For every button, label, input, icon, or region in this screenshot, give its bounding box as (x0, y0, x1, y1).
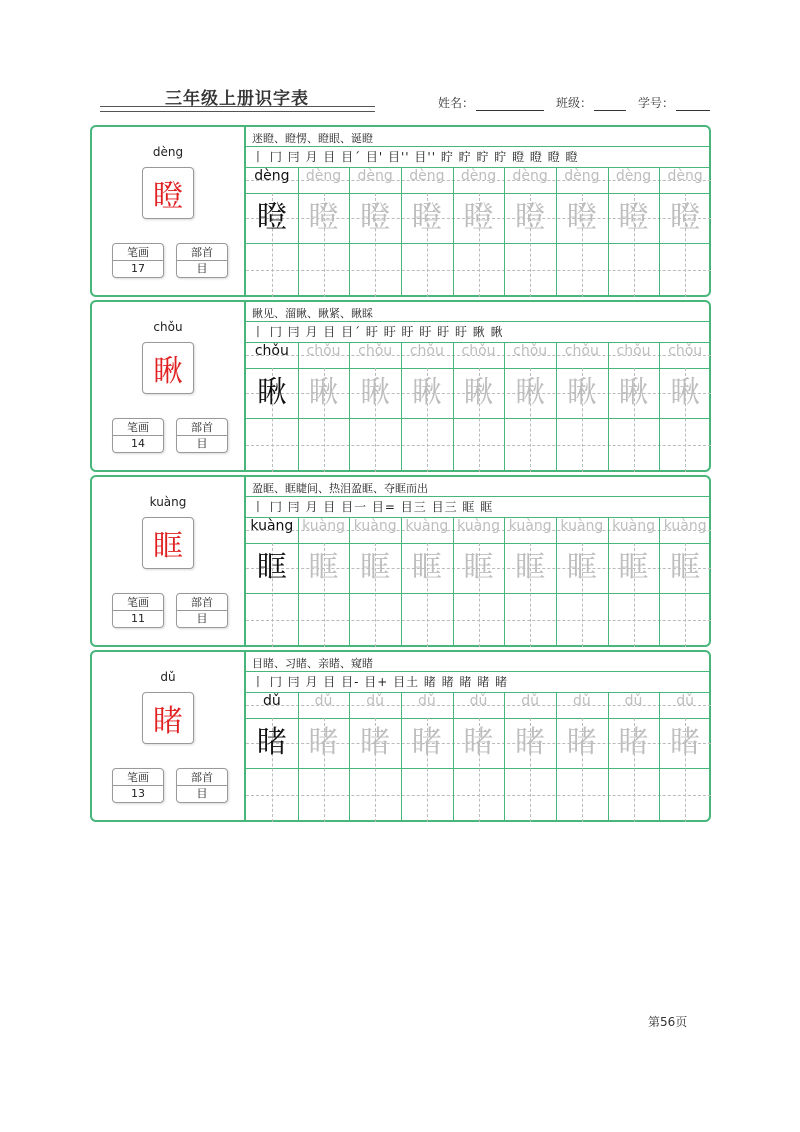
character-display: 睹 (142, 692, 194, 744)
radical-value: 目 (196, 612, 208, 625)
pinyin-trace: chǒu (306, 343, 341, 359)
stroke-count-label: 笔画 (113, 244, 163, 261)
radical-value: 目 (196, 787, 208, 800)
character-display: 瞪 (142, 167, 194, 219)
character-display: 瞅 (142, 342, 194, 394)
radical-box (176, 418, 228, 453)
radical-value: 目 (196, 437, 208, 450)
character-trace[interactable]: 瞅 (463, 375, 494, 410)
character-trace[interactable]: 瞪 (360, 200, 391, 235)
pinyin-trace: dǔ (314, 693, 333, 709)
character-trace[interactable]: 睹 (360, 725, 391, 760)
radical-value: 目 (196, 262, 208, 275)
character-trace[interactable]: 睹 (566, 725, 597, 760)
character-trace[interactable]: 眶 (566, 550, 597, 585)
character-info-panel (92, 652, 246, 820)
character-card (90, 650, 711, 822)
pinyin-trace: chǒu (461, 343, 496, 359)
class-label: 班级： (555, 96, 592, 110)
character-sample: 瞅 (256, 375, 287, 410)
page-header (100, 84, 710, 114)
row-divider (246, 671, 711, 672)
character-sample: 瞪 (256, 200, 287, 235)
character-info-panel (92, 127, 246, 295)
character-trace[interactable]: 瞪 (308, 200, 339, 235)
pinyin-trace: dèng (460, 168, 497, 184)
pinyin-trace: chǒu (513, 343, 548, 359)
row-divider (246, 321, 711, 322)
character-trace[interactable]: 瞪 (618, 200, 649, 235)
pinyin-trace: dèng (512, 168, 548, 184)
pinyin-trace: kuàng (560, 518, 604, 534)
character-pinyin: chǒu (153, 320, 183, 334)
character-trace[interactable]: 睹 (463, 725, 494, 760)
row-divider (246, 146, 711, 147)
pinyin-trace: dèng (564, 168, 600, 184)
id-label: 学号： (637, 96, 674, 110)
stroke-count-value: 17 (131, 262, 145, 275)
stroke-count-box (112, 243, 164, 278)
pinyin-trace: dèng (305, 168, 342, 184)
title-double-rule (100, 106, 375, 112)
character-trace[interactable]: 眶 (463, 550, 494, 585)
pinyin-sample: dèng (254, 168, 290, 184)
character-trace[interactable]: 瞅 (566, 375, 597, 410)
pinyin-trace: kuàng (663, 518, 707, 534)
pinyin-trace: kuàng (612, 518, 655, 534)
pinyin-trace: dèng (667, 168, 703, 184)
character-trace[interactable]: 瞅 (411, 375, 442, 410)
character-card (90, 300, 711, 472)
stroke-count-label: 笔画 (113, 419, 163, 436)
practice-grid[interactable] (246, 167, 711, 297)
radical-label: 部首 (177, 769, 227, 786)
pinyin-trace: kuàng (405, 518, 449, 534)
character-pinyin: dǔ (160, 670, 176, 684)
character-trace[interactable]: 瞪 (411, 200, 442, 235)
pinyin-trace: dǔ (521, 693, 540, 709)
page-number: 第56页 (648, 1015, 688, 1029)
character-trace[interactable]: 瞅 (618, 375, 649, 410)
character-card (90, 125, 711, 297)
character-trace[interactable]: 眶 (360, 550, 391, 585)
character-display: 眶 (142, 517, 194, 569)
stroke-count-box (112, 593, 164, 628)
stroke-order: 丨 冂 冃 月 目 目´ 目' 目'' 目'' 眝 眝 眝 眝 瞪 瞪 瞪 瞪 (252, 150, 579, 164)
practice-grid[interactable] (246, 517, 711, 647)
stroke-count-value: 13 (131, 787, 145, 800)
pinyin-trace: chǒu (358, 343, 393, 359)
character-trace[interactable]: 眶 (411, 550, 442, 585)
stroke-count-label: 笔画 (113, 594, 163, 611)
name-blank[interactable] (476, 97, 544, 111)
pinyin-trace: kuàng (302, 518, 345, 534)
pinyin-trace: dèng (357, 168, 393, 184)
character-trace[interactable]: 瞪 (566, 200, 597, 235)
character-trace[interactable]: 睹 (308, 725, 339, 760)
character-info-panel (92, 302, 246, 470)
pinyin-sample: chǒu (254, 343, 289, 359)
character-trace[interactable]: 睹 (411, 725, 442, 760)
id-blank[interactable] (676, 97, 710, 111)
radical-label: 部首 (177, 419, 227, 436)
character-trace[interactable]: 睹 (670, 725, 701, 760)
character-trace[interactable]: 眶 (308, 550, 339, 585)
character-trace[interactable]: 睹 (618, 725, 649, 760)
stroke-count-box (112, 418, 164, 453)
pinyin-trace: kuàng (508, 518, 552, 534)
character-trace[interactable]: 瞅 (515, 375, 546, 410)
stroke-count-label: 笔画 (113, 769, 163, 786)
stroke-order: 丨 冂 冃 月 目 目一 目= 目三 目三 眶 眶 (252, 500, 494, 514)
id-field[interactable] (638, 94, 710, 111)
radical-box (176, 243, 228, 278)
name-field[interactable] (438, 94, 544, 111)
page-title: 三年级上册识字表 (165, 89, 309, 109)
pinyin-sample: kuàng (250, 518, 294, 534)
pinyin-trace: chǒu (616, 343, 651, 359)
example-words: 盈眶、眶睫间、热泪盈眶、夺眶而出 (252, 482, 428, 495)
character-trace[interactable]: 眶 (670, 550, 701, 585)
character-sample: 眶 (256, 550, 287, 585)
pinyin-trace: dǔ (624, 693, 643, 709)
radical-box (176, 593, 228, 628)
character-trace[interactable]: 瞅 (360, 375, 391, 410)
pinyin-trace: dèng (409, 168, 445, 184)
stroke-count-box (112, 768, 164, 803)
pinyin-trace: kuàng (353, 518, 397, 534)
radical-box (176, 768, 228, 803)
stroke-order: 丨 冂 冃 月 目 目- 目+ 目土 睹 睹 睹 睹 睹 (252, 675, 509, 689)
character-info-panel (92, 477, 246, 645)
character-trace[interactable]: 睹 (515, 725, 546, 760)
character-card (90, 475, 711, 647)
practice-grid[interactable] (246, 342, 711, 472)
name-label: 姓名： (437, 96, 474, 110)
student-fields (438, 94, 710, 111)
pinyin-sample: dǔ (262, 693, 281, 709)
example-words: 目睹、习睹、亲睹、窥睹 (252, 657, 373, 670)
row-divider (246, 496, 711, 497)
character-trace[interactable]: 瞅 (308, 375, 339, 410)
pinyin-trace: kuàng (457, 518, 500, 534)
character-trace[interactable]: 眶 (515, 550, 546, 585)
radical-label: 部首 (177, 244, 227, 261)
stroke-count-value: 14 (131, 437, 145, 450)
pinyin-trace: chǒu (564, 343, 599, 359)
class-blank[interactable] (594, 97, 626, 111)
pinyin-trace: chǒu (668, 343, 703, 359)
stroke-count-value: 11 (131, 612, 145, 625)
character-trace[interactable]: 瞪 (515, 200, 546, 235)
character-trace[interactable]: 瞪 (463, 200, 494, 235)
pinyin-trace: dǔ (417, 693, 436, 709)
pinyin-trace: chǒu (409, 343, 444, 359)
practice-grid[interactable] (246, 692, 711, 822)
character-pinyin: dèng (152, 145, 184, 159)
character-pinyin: kuàng (149, 495, 187, 509)
class-field[interactable] (556, 94, 626, 111)
stroke-order: 丨 冂 冃 月 目 目´ 盱 盱 盱 盱 盱 盱 瞅 瞅 (252, 325, 504, 339)
character-trace[interactable]: 眶 (618, 550, 649, 585)
character-trace[interactable]: 瞪 (670, 200, 701, 235)
pinyin-trace: dǔ (366, 693, 385, 709)
pinyin-trace: dǔ (469, 693, 488, 709)
example-words: 瞅见、溜瞅、瞅紧、瞅睬 (252, 307, 373, 320)
radical-label: 部首 (177, 594, 227, 611)
character-trace[interactable]: 瞅 (670, 375, 701, 410)
pinyin-trace: dǔ (676, 693, 695, 709)
pinyin-trace: dèng (615, 168, 652, 184)
pinyin-trace: dǔ (572, 693, 591, 709)
example-words: 迷瞪、瞪愣、瞪眼、诞瞪 (252, 132, 373, 145)
character-sample: 睹 (256, 725, 287, 760)
